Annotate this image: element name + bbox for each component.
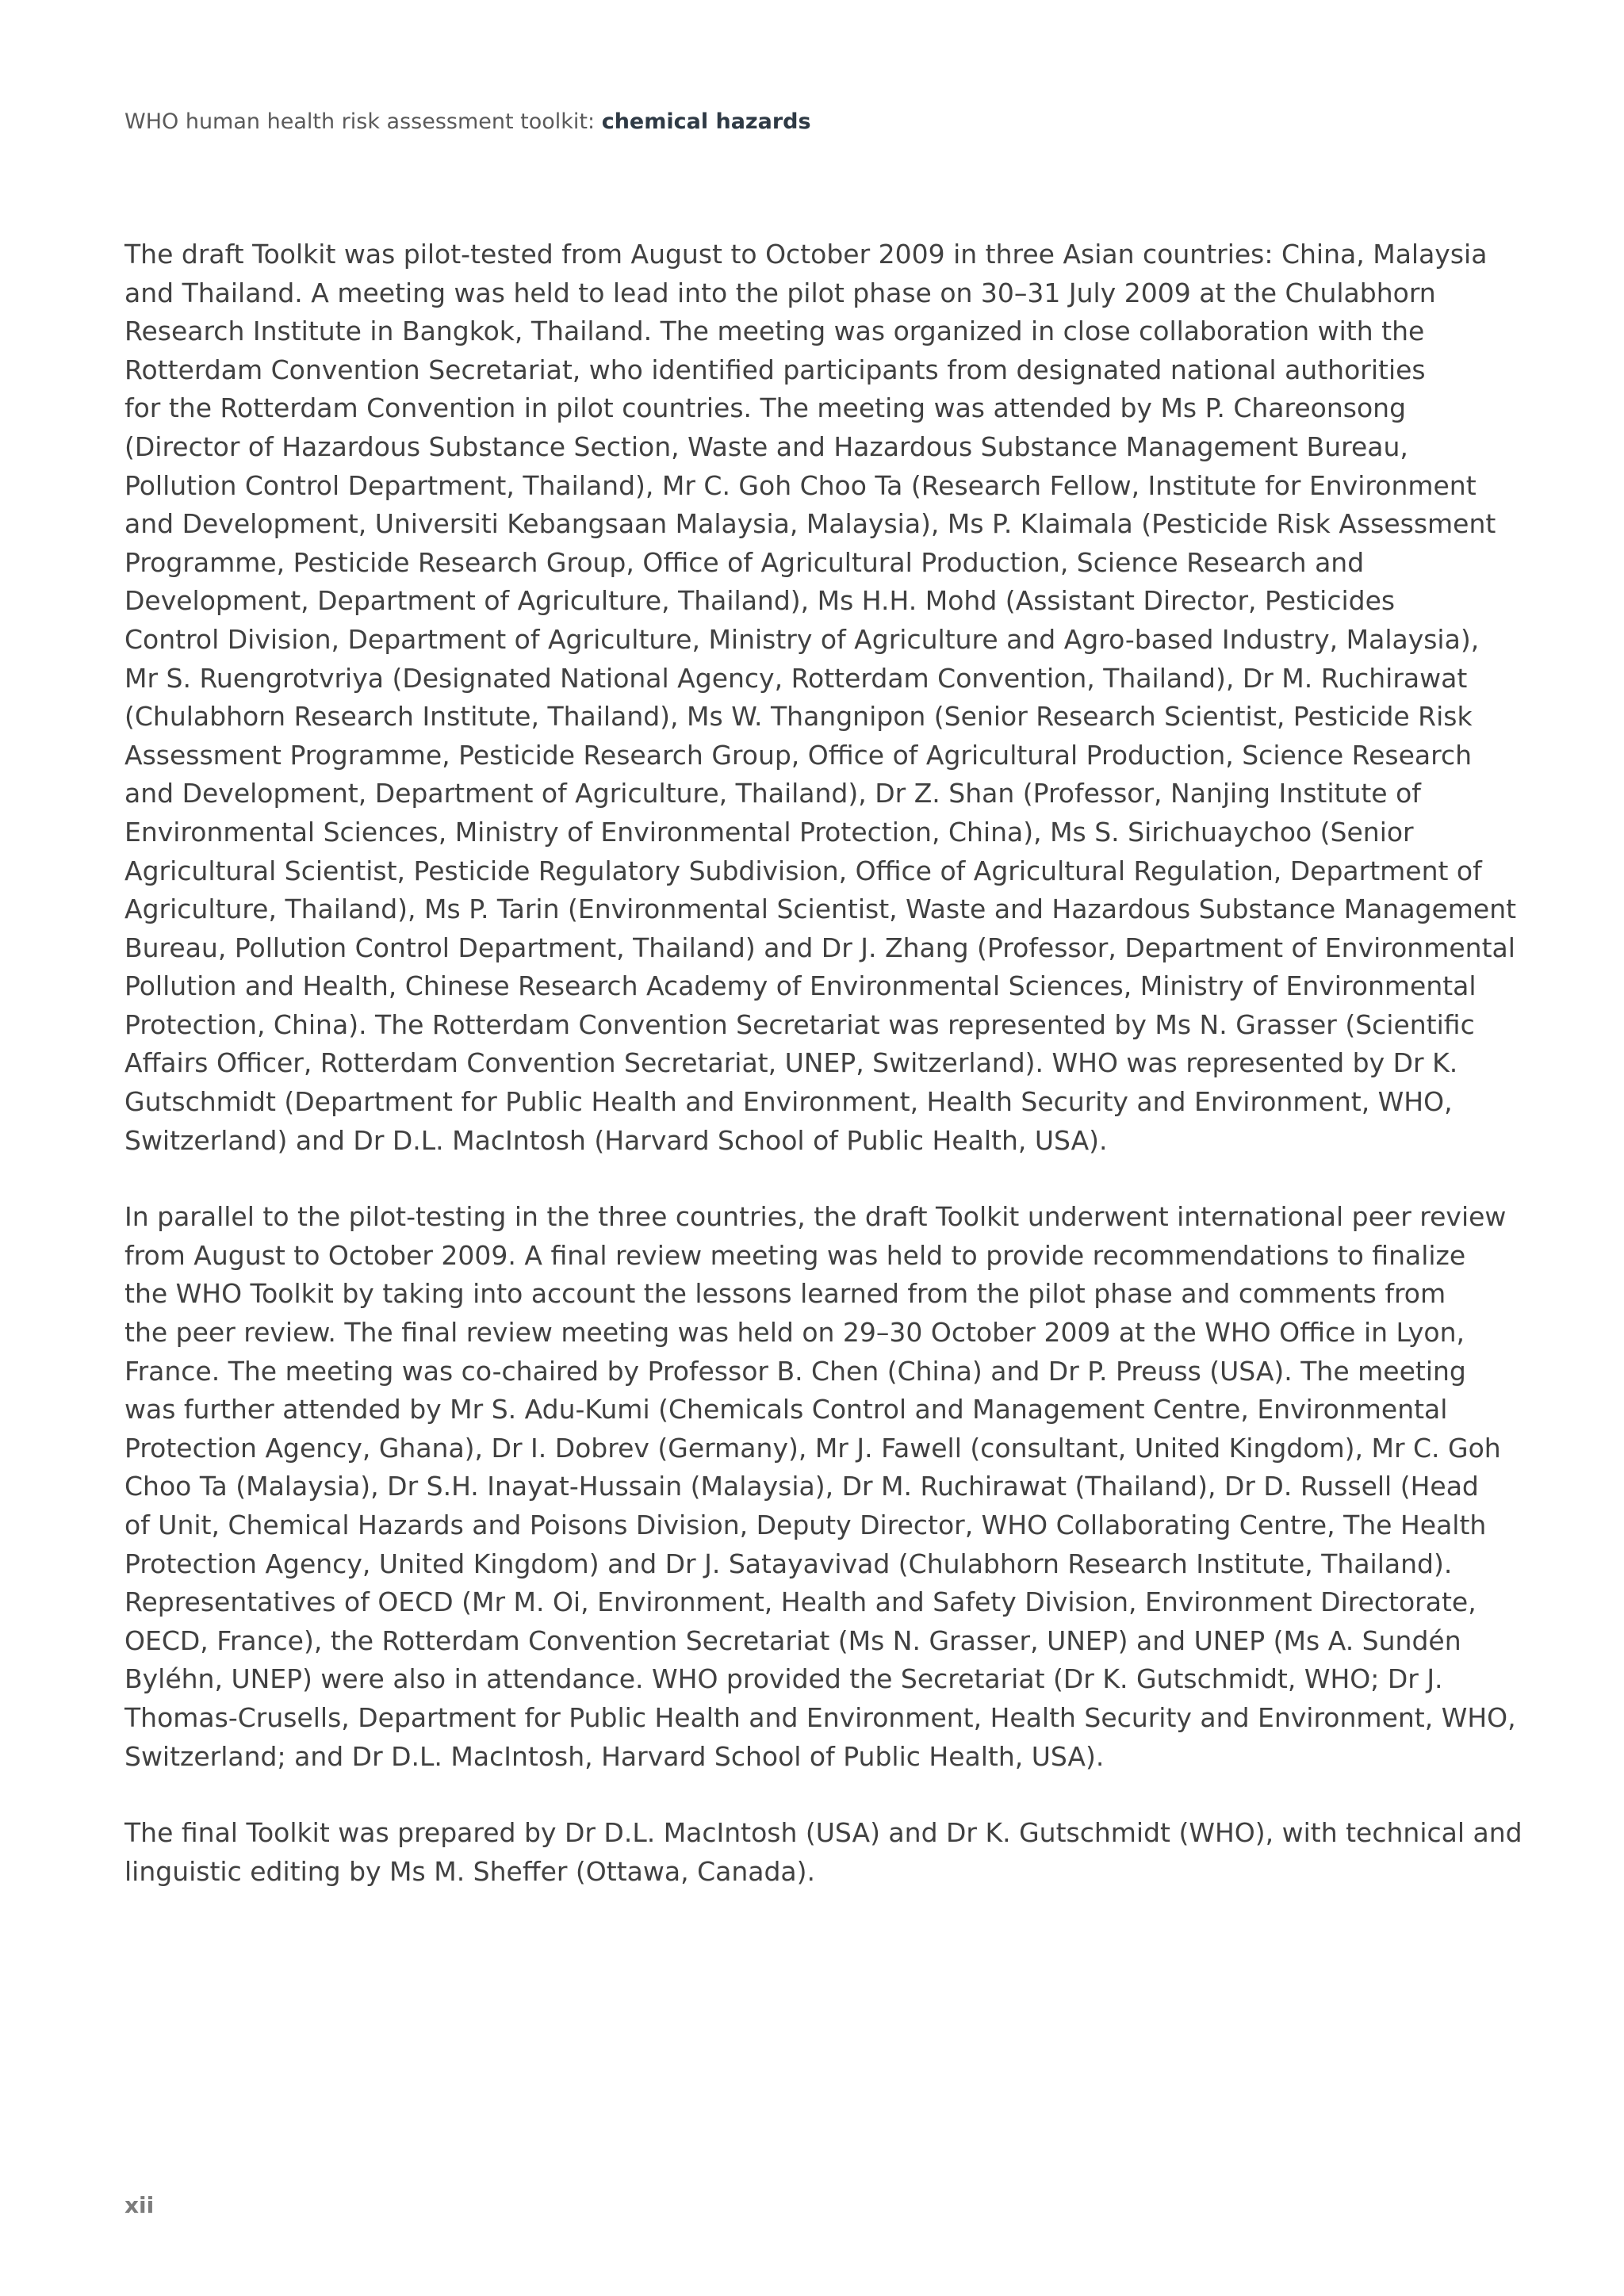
text-line: (Director of Hazardous Substance Section, Waste and Hazardous Substance Management Bureau, [124, 430, 1408, 462]
running-header-title: WHO human health risk assessment toolkit: [124, 109, 602, 134]
text-line: Assessment Programme, Pesticide Research Group, Office of Agricultural Production, Science Research [124, 739, 1473, 771]
text-line: of Unit, Chemical Hazards and Poisons Division, Deputy Director, WHO Collaborating Centre, The Health [124, 1510, 1487, 1540]
text-line: Mr S. Ruengrotvriya (Designated National Agency, Rotterdam Convention, Thailand), Dr M. Ruchirawat [124, 662, 1468, 694]
paragraph-2 [124, 1198, 1516, 1776]
text-line: for the Rotterdam Convention in pilot countries. The meeting was attended by Ms P. Chareonsong [124, 392, 1407, 424]
text-line: Pollution Control Department, Thailand), Mr C. Goh Choo Ta (Research Fellow, Institute for Environment [124, 469, 1477, 501]
text-line: Pollution and Health, Chinese Research Academy of Environmental Sciences, Ministry of Environmental [124, 970, 1477, 1002]
text-line: Protection, China). The Rotterdam Convention Secretariat was represented by Ms N. Grasser (Scientific [124, 1008, 1475, 1040]
text-line: the peer review. The final review meeting was held on 29–30 October 2009 at the WHO Office in Lyon, [124, 1317, 1465, 1349]
text-line: was further attended by Mr S. Adu-Kumi (Chemicals Control and Management Centre, Environmental [124, 1394, 1448, 1425]
text-line: Development, Department of Agriculture, Thailand), Ms H.H. Mohd (Assistant Director, Pesticides [124, 585, 1396, 617]
paragraph-1 [124, 235, 1517, 1160]
text-line: and Development, Universiti Kebangsaan Malaysia, Malaysia), Ms P. Klaimala (Pesticide Risk Assessment [124, 508, 1496, 540]
text-line: Protection Agency, United Kingdom) and Dr J. Satayavivad (Chulabhorn Research Institute, Thailand). [124, 1548, 1453, 1579]
text-line: Gutschmidt (Department for Public Health and Environment, Health Security and Environment, WHO, [124, 1086, 1453, 1118]
text-line: OECD, France), the Rotterdam Convention Secretariat (Ms N. Grasser, UNEP) and UNEP (Ms A. Sundén [124, 1624, 1461, 1656]
text-line: Rotterdam Convention Secretariat, who identified participants from designated national authorities [124, 354, 1426, 385]
text-line: In parallel to the pilot-testing in the three countries, the draft Toolkit underwent international peer review [124, 1201, 1507, 1233]
page-number: xii [124, 2192, 155, 2218]
text-line: and Development, Department of Agriculture, Thailand), Dr Z. Shan (Professor, Nanjing Institute of [124, 778, 1421, 809]
text-line: and Thailand. A meeting was held to lead into the pilot phase on 30–31 July 2009 at the Chulabhorn [124, 277, 1436, 308]
text-line: Protection Agency, Ghana), Dr I. Dobrev (Germany), Mr J. Fawell (consultant, United Kingdom), Mr C. Goh [124, 1432, 1501, 1464]
text-line: Thomas-Crusells, Department for Public Health and Environment, Health Security and Environment, WHO, [124, 1701, 1516, 1733]
text-line: linguistic editing by Ms M. Sheffer (Ottawa, Canada). [124, 1855, 816, 1887]
text-line: The draft Toolkit was pilot-tested from August to October 2009 in three Asian countries: China, Malaysia [124, 239, 1488, 270]
running-header [124, 109, 811, 134]
text-line: France. The meeting was co-chaired by Professor B. Chen (China) and Dr P. Preuss (USA). The meeting [124, 1355, 1466, 1387]
text-line: Agricultural Scientist, Pesticide Regulatory Subdivision, Office of Agricultural Regulation, Department of [124, 855, 1482, 886]
paragraph-3 [124, 1814, 1522, 1891]
text-line: Research Institute in Bangkok, Thailand. The meeting was organized in close collaboration with the [124, 316, 1425, 347]
text-line: Switzerland; and Dr D.L. MacIntosh, Harvard School of Public Health, USA). [124, 1740, 1105, 1772]
text-line: the WHO Toolkit by taking into account the lessons learned from the pilot phase and comments from [124, 1278, 1446, 1310]
text-line: Bureau, Pollution Control Department, Thailand) and Dr J. Zhang (Professor, Department of Environmental [124, 932, 1515, 963]
text-line: Programme, Pesticide Research Group, Office of Agricultural Production, Science Research and [124, 546, 1365, 578]
text-line: Switzerland) and Dr D.L. MacIntosh (Harvard School of Public Health, USA). [124, 1124, 1108, 1156]
text-line: Representatives of OECD (Mr M. Oi, Environment, Health and Safety Division, Environment Directorate, [124, 1586, 1477, 1618]
running-header-emphasis: chemical hazards [601, 109, 811, 134]
text-line: (Chulabhorn Research Institute, Thailand), Ms W. Thangnipon (Senior Research Scientist, Pesticide Risk [124, 701, 1473, 733]
body-text [124, 235, 1522, 1929]
text-line: Environmental Sciences, Ministry of Environmental Protection, China), Ms S. Sirichuaychoo (Senior [124, 816, 1414, 848]
text-line: Agriculture, Thailand), Ms P. Tarin (Environmental Scientist, Waste and Hazardous Substance Management [124, 894, 1517, 925]
text-line: Control Division, Department of Agriculture, Ministry of Agriculture and Agro-based Industry, Malaysia), [124, 623, 1480, 655]
text-line: Affairs Officer, Rotterdam Convention Secretariat, UNEP, Switzerland). WHO was represented by Dr K. [124, 1047, 1458, 1079]
text-line: Choo Ta (Malaysia), Dr S.H. Inayat-Hussain (Malaysia), Dr M. Ruchirawat (Thailand), Dr D. Russell (Head [124, 1471, 1479, 1502]
text-line: from August to October 2009. A final review meeting was held to provide recommendations to finalize [124, 1239, 1466, 1271]
text-line: Byléhn, UNEP) were also in attendance. WHO provided the Secretariat (Dr K. Gutschmidt, WHO; Dr J. [124, 1663, 1443, 1695]
text-line: The final Toolkit was prepared by Dr D.L. MacIntosh (USA) and Dr K. Gutschmidt (WHO), with technical and [124, 1817, 1522, 1849]
